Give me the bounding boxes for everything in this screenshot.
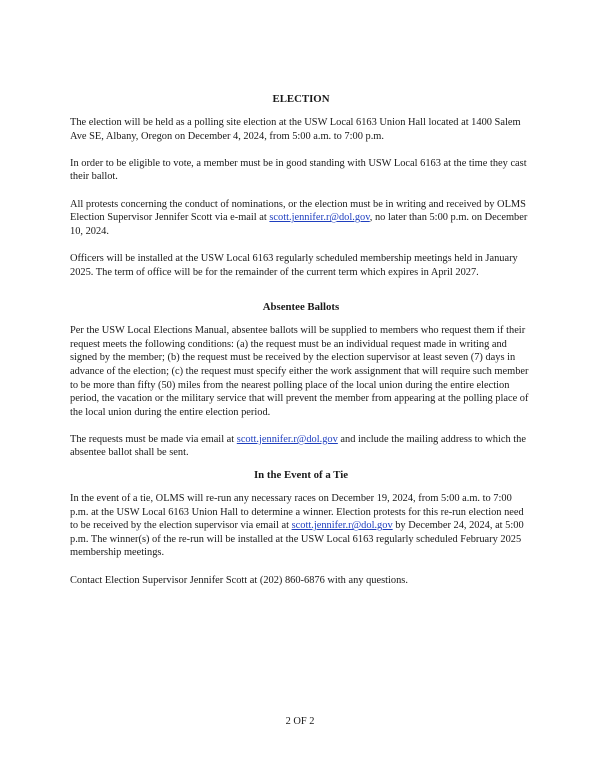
tie-text-before: In the event of a tie, OLMS will re-run any necessary races on December 19, 2024, from 5:00 a.m. to 7:00 p.m. at the USW Local 6163 Union Hall to determine a winner. Election protests for this re-run election need to be received by the election supervisor via email at [70, 493, 524, 532]
requests-text-after: and include the mailing address to which the absentee ballot shall be sent. [70, 433, 526, 459]
section-title-election: ELECTION [272, 93, 330, 105]
page-number: 2 OF 2 [285, 716, 315, 727]
paragraph-eligibility: In order to be eligible to vote, a member must be in good standing with USW Local 6163 at the time they cast their ballot. [70, 157, 527, 183]
section-title-absentee: Absentee Ballots [262, 301, 340, 314]
section-title-tie: In the Event of a Tie [253, 469, 349, 482]
tie-text-after: by December 24, 2024, at 5:00 p.m. The winner(s) of the re-run will be installed at the USW Local 6163 regularly scheduled February 2025 membership meetings. [70, 520, 524, 559]
paragraph-contact: Contact Election Supervisor Jennifer Scott at (202) 860-6876 with any questions. [70, 574, 408, 586]
paragraph-protests [70, 198, 532, 239]
email-link[interactable]: scott.jennifer.r@dol.gov [236, 433, 338, 445]
email-link[interactable]: scott.jennifer.r@dol.gov [291, 520, 393, 532]
protests-text-before: All protests concerning the conduct of nominations, or the election must be in writing and received by OLMS Election Supervisor Jennifer Scott via e-mail at [70, 198, 526, 224]
paragraph-installation: Officers will be installed at the USW Local 6163 regularly scheduled membership meetings held in January 2025. The term of office will be for the remainder of the current term which expires in April 2027. [70, 252, 518, 278]
requests-text-before: The requests must be made via email at [70, 433, 237, 445]
protests-text-after: , no later than 5:00 p.m. on December 10, 2024. [70, 212, 528, 237]
paragraph-absentee-conditions: Per the USW Local Elections Manual, absentee ballots will be supplied to members who request them if their request meets the following conditions: (a) the request must be an individual request made in writing and signed by the member; (b) the request must be received by the election supervisor at least seven (7) days in advance of the election; (c) the request must specify either the work assignment that will require such member to be more than fifty (50) miles from the nearest polling place of the local union during the entire election period, the vacation or the military service that will prevent the member from appearing at the polling place of the local union during the entire election period. [70, 325, 529, 418]
document-body [70, 92, 532, 587]
paragraph-absentee-requests [70, 433, 532, 460]
paragraph-polling-site: The election will be held as a polling site election at the USW Local 6163 Union Hall located at 1400 Salem Ave SE, Albany, Oregon on December 4, 2024, from 5:00 a.m. to 7:00 p.m. [70, 117, 521, 142]
paragraph-tie [70, 492, 532, 560]
email-link[interactable]: scott.jennifer.r@dol.gov [269, 212, 370, 224]
